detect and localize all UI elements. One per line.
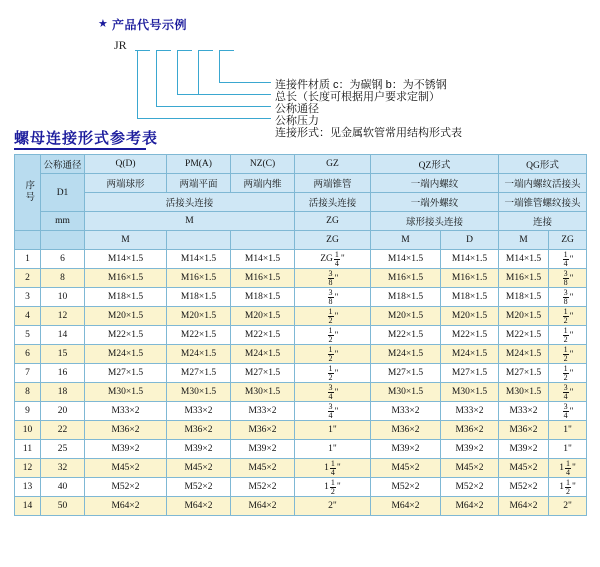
header-dn: 公称通径 [41,155,85,174]
cell-pm: M16×1.5 [167,269,231,288]
table-row [15,250,587,269]
header-dn-sub: D1 [41,174,85,212]
header-gz-desc: 两端锥管 [295,174,371,193]
cell-qd: M20×1.5 [85,307,167,326]
cell-qg-zg: $\frac{3}{4}$ " [549,383,587,402]
cell-index: 4 [15,307,41,326]
cell-qd: M22×1.5 [85,326,167,345]
cell-qz-d: M52×2 [441,478,499,497]
header-gz-sub: 活接头连接 [295,193,371,212]
header-group-qz-code: QZ形式 [371,155,499,174]
cell-nz: M20×1.5 [231,307,295,326]
cell-qz-m: M36×2 [371,421,441,440]
cell-pm: M52×2 [167,478,231,497]
code-box-3 [177,40,192,51]
cell-pm: M27×1.5 [167,364,231,383]
header-dn-spacer [41,231,85,250]
cell-gz: 1" [295,440,371,459]
cell-nz: M36×2 [231,421,295,440]
header-qg-sub: 连接 [499,212,587,231]
cell-qz-d: M30×1.5 [441,383,499,402]
table-row [15,269,587,288]
section-heading: 螺母连接形式参考表 [14,130,159,147]
cell-qz-d: M18×1.5 [441,288,499,307]
cell-qz-m: M14×1.5 [371,250,441,269]
cell-qg-m: M39×2 [499,440,549,459]
cell-nz: M33×2 [231,402,295,421]
cell-qz-d: M20×1.5 [441,307,499,326]
cell-pm: M30×1.5 [167,383,231,402]
header-row-desc [15,174,587,193]
cell-nominal-diameter: 10 [41,288,85,307]
cell-nominal-diameter: 6 [41,250,85,269]
cell-qd: M33×2 [85,402,167,421]
cell-nominal-diameter: 32 [41,459,85,478]
leader-line-v-2 [198,50,199,94]
cell-pm: M33×2 [167,402,231,421]
cell-nz: M27×1.5 [231,364,295,383]
cell-nominal-diameter: 22 [41,421,85,440]
cell-index: 10 [15,421,41,440]
cell-index: 1 [15,250,41,269]
cell-qz-m: M64×2 [371,497,441,516]
cell-index: 9 [15,402,41,421]
code-prefix: JR [114,38,127,52]
header-pm-desc: 两端平面 [167,174,231,193]
cell-nz: M30×1.5 [231,383,295,402]
cell-index: 3 [15,288,41,307]
cell-nz: M52×2 [231,478,295,497]
cell-qd: M14×1.5 [85,250,167,269]
cell-nz: M45×2 [231,459,295,478]
cell-gz: 2" [295,497,371,516]
cell-qz-m: M16×1.5 [371,269,441,288]
cell-nominal-diameter: 16 [41,364,85,383]
header-qz-unit-d: D [441,231,499,250]
cell-nz: M16×1.5 [231,269,295,288]
cell-nominal-diameter: 18 [41,383,85,402]
cell-gz: $\frac{3}{8}$ " [295,269,371,288]
header-row-unit2 [15,231,587,250]
cell-qg-m: M18×1.5 [499,288,549,307]
cell-nz: M24×1.5 [231,345,295,364]
table-row [15,326,587,345]
table-row [15,307,587,326]
header-qd-unit2: M [85,231,167,250]
cell-gz: $\frac{3}{4}$ " [295,402,371,421]
cell-gz: $\frac{1}{2}$ " [295,307,371,326]
cell-qg-zg: $\frac{1}{2}$ " [549,307,587,326]
cell-qz-m: M27×1.5 [371,364,441,383]
cell-pm: M39×2 [167,440,231,459]
cell-index: 13 [15,478,41,497]
cell-qd: M24×1.5 [85,345,167,364]
header-gz-unit2: ZG [295,231,371,250]
cell-nz: M22×1.5 [231,326,295,345]
cell-nominal-diameter: 8 [41,269,85,288]
table-row [15,459,587,478]
leader-line-h-5 [137,118,271,119]
table-head [15,155,587,250]
cell-qg-m: M30×1.5 [499,383,549,402]
cell-index: 14 [15,497,41,516]
cell-index: 2 [15,269,41,288]
cell-qg-zg: $\frac{1}{2}$ " [549,364,587,383]
table-body [15,250,587,516]
cell-pm: M36×2 [167,421,231,440]
header-group-qg-code: QG形式 [499,155,587,174]
header-qg-desc2: 一端锥管螺纹接头 [499,193,587,212]
header-qz-desc2: 一端外螺纹 [371,193,499,212]
cell-pm: M22×1.5 [167,326,231,345]
cell-qg-zg: 1" [549,440,587,459]
cell-gz: $\frac{1}{2}$ " [295,326,371,345]
cell-gz: ZG $\frac{1}{4}$ " [295,250,371,269]
header-row-unit [15,212,587,231]
cell-qz-d: M64×2 [441,497,499,516]
code-box-2 [156,40,171,51]
cell-qz-m: M30×1.5 [371,383,441,402]
cell-gz: $\frac{1}{2}$ " [295,345,371,364]
table-row [15,383,587,402]
cell-qg-zg: $\frac{3}{8}$ " [549,269,587,288]
cell-qd: M52×2 [85,478,167,497]
cell-gz: $\frac{3}{8}$ " [295,288,371,307]
cell-pm: M45×2 [167,459,231,478]
cell-gz: $\frac{3}{4}$ " [295,383,371,402]
cell-qg-zg: $\frac{1}{2}$ " [549,326,587,345]
cell-nz: M64×2 [231,497,295,516]
cell-nominal-diameter: 15 [41,345,85,364]
cell-qg-m: M36×2 [499,421,549,440]
leader-line-h-4 [156,106,271,107]
cell-nominal-diameter: 12 [41,307,85,326]
cell-qd: M39×2 [85,440,167,459]
cell-qz-d: M24×1.5 [441,345,499,364]
cell-index: 11 [15,440,41,459]
leader-line-v-3 [177,50,178,94]
cell-qg-m: M22×1.5 [499,326,549,345]
cell-gz: 1 $\frac{1}{4}$ " [295,459,371,478]
cell-qz-d: M22×1.5 [441,326,499,345]
cell-qg-zg: 1 $\frac{1}{4}$ " [549,459,587,478]
cell-qg-zg: $\frac{1}{4}$ " [549,250,587,269]
cell-pm: M18×1.5 [167,288,231,307]
nut-connection-spec-table [14,154,587,516]
cell-nominal-diameter: 40 [41,478,85,497]
table-row [15,402,587,421]
callout-connection-type: 连接形式：见金属软管常用结构形式表 [275,127,462,139]
code-box-5 [219,40,234,51]
cell-gz: 1 $\frac{1}{2}$ " [295,478,371,497]
header-qd-sub: 活接头连接 [85,193,295,212]
star-icon: ★ [98,18,108,30]
callout-nominal-pressure: 公称压力 [275,115,319,127]
cell-nominal-diameter: 20 [41,402,85,421]
table-row [15,497,587,516]
cell-qg-zg: 2" [549,497,587,516]
table-row [15,364,587,383]
header-index-spacer [15,231,41,250]
cell-nominal-diameter: 14 [41,326,85,345]
callout-total-length: 总长（长度可根据用户要求定制） [275,91,440,103]
cell-nz: M18×1.5 [231,288,295,307]
header-qg-unit-m: M [499,231,549,250]
leader-line-h-3 [177,94,271,95]
cell-qg-m: M14×1.5 [499,250,549,269]
header-row-sub [15,193,587,212]
table-row [15,288,587,307]
cell-qz-m: M39×2 [371,440,441,459]
legend-title: 产品代号示例 [112,18,188,32]
cell-qd: M30×1.5 [85,383,167,402]
leader-line-v-4 [156,50,157,106]
cell-qg-m: M24×1.5 [499,345,549,364]
cell-qg-m: M33×2 [499,402,549,421]
cell-qz-d: M45×2 [441,459,499,478]
cell-qg-m: M16×1.5 [499,269,549,288]
header-qz-unit-m: M [371,231,441,250]
header-row-code [15,155,587,174]
cell-qz-d: M14×1.5 [441,250,499,269]
cell-qd: M45×2 [85,459,167,478]
cell-nz: M14×1.5 [231,250,295,269]
header-qd-desc: 两端球形 [85,174,167,193]
cell-qz-d: M39×2 [441,440,499,459]
cell-nominal-diameter: 50 [41,497,85,516]
table-row [15,421,587,440]
cell-qd: M27×1.5 [85,364,167,383]
cell-qg-zg: 1 $\frac{1}{2}$ " [549,478,587,497]
header-qd-unit: M [85,212,295,231]
header-qz-sub: 球形接头连接 [371,212,499,231]
cell-qz-d: M33×2 [441,402,499,421]
cell-pm: M64×2 [167,497,231,516]
cell-nz: M39×2 [231,440,295,459]
leader-line-h-1 [219,82,271,83]
table-row [15,440,587,459]
cell-qg-m: M64×2 [499,497,549,516]
leader-line-v-1 [219,50,220,82]
cell-gz: 1" [295,421,371,440]
header-index: 序号 [15,155,41,231]
table-row [15,345,587,364]
cell-index: 12 [15,459,41,478]
spec-table-wrap [14,154,586,516]
callout-material: 连接件材质 c：为碳钢 b：为不锈钢 [275,79,447,91]
cell-qd: M64×2 [85,497,167,516]
cell-index: 7 [15,364,41,383]
cell-qg-m: M45×2 [499,459,549,478]
cell-qz-d: M27×1.5 [441,364,499,383]
section-heading-underline [14,148,146,150]
cell-qz-d: M36×2 [441,421,499,440]
cell-qz-m: M45×2 [371,459,441,478]
cell-qz-m: M22×1.5 [371,326,441,345]
cell-qz-m: M52×2 [371,478,441,497]
cell-qd: M16×1.5 [85,269,167,288]
cell-qz-m: M24×1.5 [371,345,441,364]
code-box-4 [198,40,213,51]
cell-qz-d: M16×1.5 [441,269,499,288]
header-group-gz-code: GZ [295,155,371,174]
cell-qd: M18×1.5 [85,288,167,307]
header-dn-unit: mm [41,212,85,231]
table-row [15,478,587,497]
header-group-nz-code: NZ(C) [231,155,295,174]
cell-qg-zg: $\frac{3}{4}$ " [549,402,587,421]
cell-qg-m: M52×2 [499,478,549,497]
cell-pm: M24×1.5 [167,345,231,364]
header-nz-unit2 [231,231,295,250]
cell-qg-zg: $\frac{3}{8}$ " [549,288,587,307]
header-group-pm-code: PM(A) [167,155,231,174]
cell-qg-m: M20×1.5 [499,307,549,326]
leader-line-v-5 [137,50,138,118]
cell-qd: M36×2 [85,421,167,440]
header-pm-unit2 [167,231,231,250]
cell-index: 8 [15,383,41,402]
header-qg-desc: 一端内螺纹活接头 [499,174,587,193]
callout-nominal-diameter: 公称通径 [275,103,319,115]
cell-qz-m: M18×1.5 [371,288,441,307]
header-group-qd-code: Q(D) [85,155,167,174]
cell-index: 5 [15,326,41,345]
cell-pm: M20×1.5 [167,307,231,326]
cell-qz-m: M33×2 [371,402,441,421]
cell-qg-m: M27×1.5 [499,364,549,383]
cell-qg-zg: $\frac{1}{2}$ " [549,345,587,364]
cell-nominal-diameter: 25 [41,440,85,459]
cell-pm: M14×1.5 [167,250,231,269]
cell-qg-zg: 1" [549,421,587,440]
cell-qz-m: M20×1.5 [371,307,441,326]
header-nz-desc: 两端内维 [231,174,295,193]
cell-index: 6 [15,345,41,364]
header-gz-unit: ZG [295,212,371,231]
header-qg-unit-zg: ZG [549,231,587,250]
cell-gz: $\frac{1}{2}$ " [295,364,371,383]
header-qz-desc: 一端内螺纹 [371,174,499,193]
